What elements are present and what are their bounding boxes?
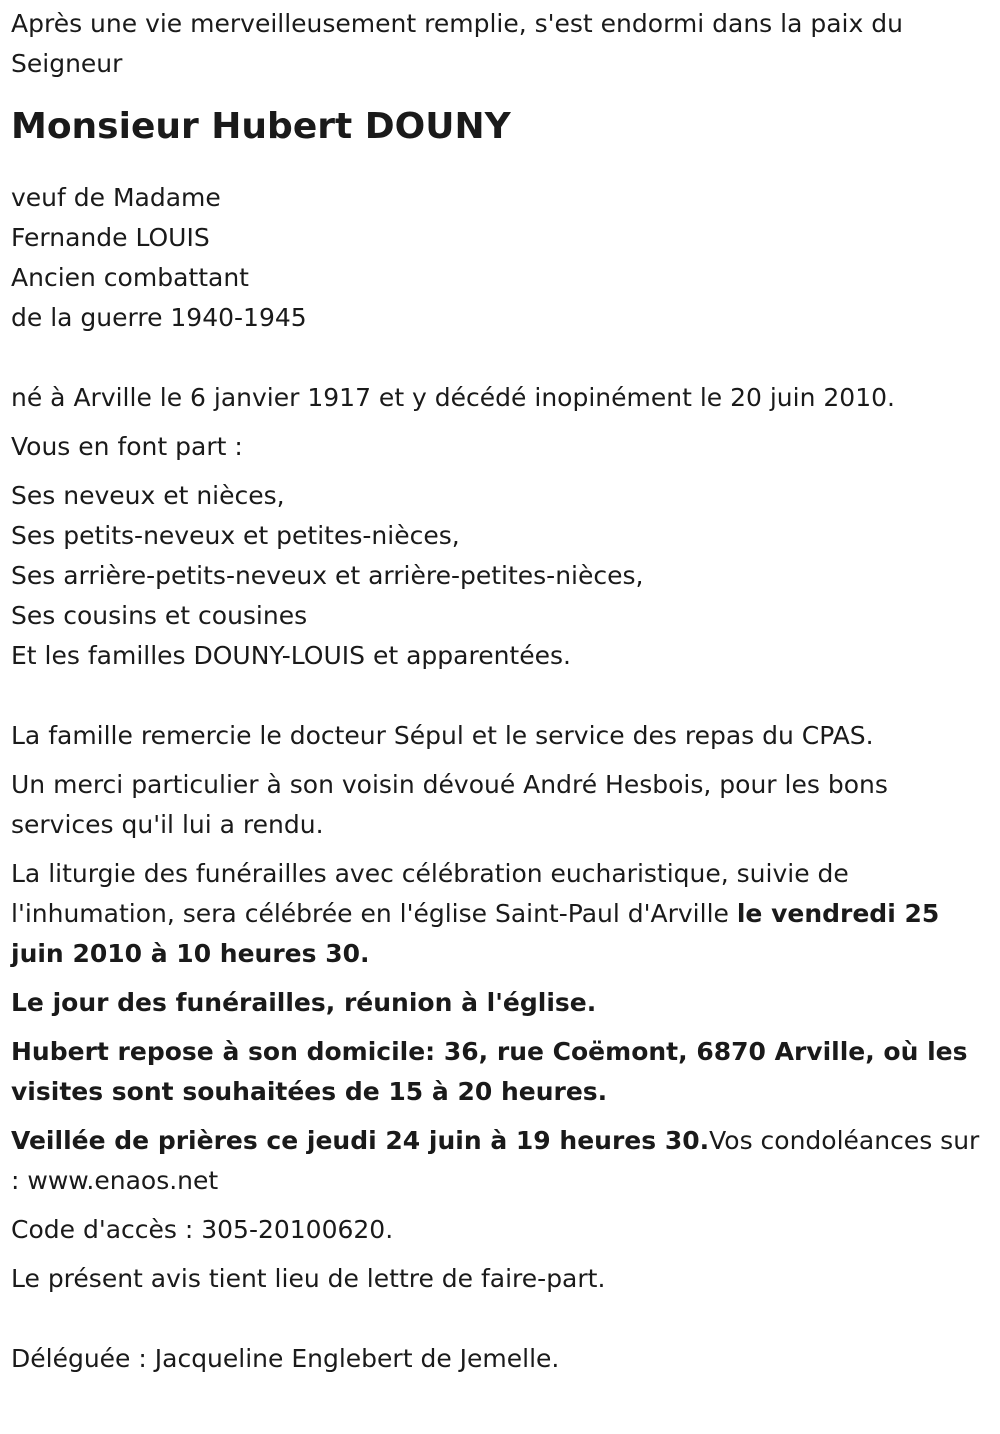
liturgy-paragraph <box>11 854 992 974</box>
meeting-bold: Le jour des funérailles, réunion à l'église. <box>11 988 597 1017</box>
family-line: Ses neveux et nièces, <box>11 481 285 510</box>
birth-death-text: né à Arville le 6 janvier 1917 et y décédé inopinément le 20 juin 2010. <box>11 383 895 412</box>
deceased-details <box>11 178 992 338</box>
detail-line: Fernande LOUIS <box>11 223 210 252</box>
family-list <box>11 476 992 676</box>
detail-line: Ancien combattant <box>11 263 249 292</box>
meeting-text <box>11 983 992 1023</box>
vigil-text: Veillée de prières ce jeudi 24 juin à 19 heures 30. <box>11 1126 710 1155</box>
family-line: Ses petits-neveux et petites-nièces, <box>11 521 460 550</box>
notice-text: Le présent avis tient lieu de lettre de faire-part. <box>11 1264 606 1293</box>
family-line: Et les familles DOUNY-LOUIS et apparentées. <box>11 641 571 670</box>
special-thanks-text: Un merci particulier à son voisin dévoué André Hesbois, pour les bons services qu'il lui a rendu. <box>11 770 888 839</box>
announce-text: Vous en font part : <box>11 432 243 461</box>
rest-text <box>11 1032 992 1112</box>
access-code-text: Code d'accès : 305-20100620. <box>11 1215 394 1244</box>
delegate-text: Déléguée : Jacqueline Englebert de Jemelle. <box>11 1344 560 1373</box>
detail-line: veuf de Madame <box>11 183 221 212</box>
condolences-text: Vos condoléances sur : www.enaos.net <box>11 1126 980 1195</box>
detail-line: de la guerre 1940-1945 <box>11 303 307 332</box>
family-line: Ses arrière-petits-neveux et arrière-petites-nièces, <box>11 561 644 590</box>
family-line: Ses cousins et cousines <box>11 601 308 630</box>
intro-text: Après une vie merveilleusement remplie, s'est endormi dans la paix du Seigneur <box>11 9 903 78</box>
thanks-text: La famille remercie le docteur Sépul et le service des repas du CPAS. <box>11 721 874 750</box>
vigil-paragraph <box>11 1121 992 1201</box>
liturgy-date: le vendredi 25 juin 2010 à 10 heures 30. <box>11 899 940 968</box>
liturgy-text: La liturgie des funérailles avec célébration eucharistique, suivie de l'inhumation, sera célébrée en l'église Saint-Paul d'Arville <box>11 859 849 928</box>
deceased-name: Monsieur Hubert DOUNY <box>11 106 511 147</box>
rest-bold: Hubert repose à son domicile: 36, rue Coëmont, 6870 Arville, où les visites sont souhaitées de 15 à 20 heures. <box>11 1037 968 1106</box>
